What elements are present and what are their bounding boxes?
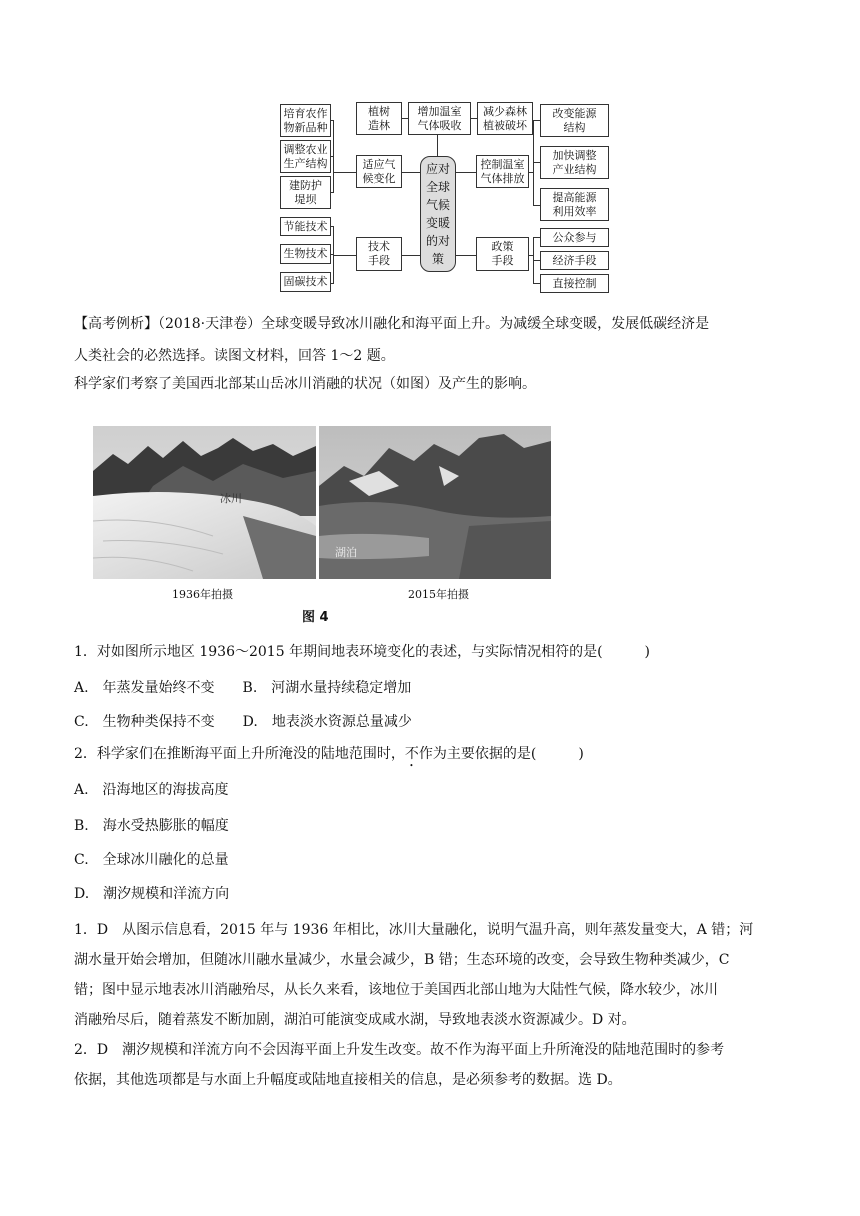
connector (402, 172, 420, 173)
box-planting: 植树 造林 (356, 102, 402, 135)
connector (533, 237, 540, 238)
box-policy-means: 政策 手段 (476, 237, 529, 271)
box-tech-means: 技术 手段 (356, 237, 402, 271)
box-control-emissions: 控制温室 气体排放 (476, 155, 529, 188)
caption-2015: 2015年拍摄 (408, 588, 469, 601)
box-reduce-forest-loss: 减少森林 植被破坏 (477, 102, 533, 135)
q1-options-row-2: C. 生物种类保持不变 D. 地表淡水资源总量减少 (74, 714, 412, 730)
glacier-photo-image (93, 426, 316, 579)
glacier-label: 冰川 (220, 492, 242, 505)
central-topic: 应对 全球 气候 变暖 的对 策 (420, 156, 456, 272)
box-public-participation: 公众参与 (540, 228, 609, 247)
box-bio-tech: 生物技术 (280, 244, 331, 264)
box-energy-tech: 节能技术 (280, 217, 331, 236)
connector (533, 120, 540, 121)
q2-stem-emphasis: 不 (404, 746, 419, 762)
connector (533, 283, 540, 284)
connector (437, 134, 438, 156)
q1-stem: 1．对如图所示地区 1936～2015 年期间地表环境变化的表述，与实际情况相符的是( ) (74, 644, 650, 660)
q2-stem-before: 2．科学家们在推断海平面上升所淹没的陆地范围时， (74, 746, 405, 762)
answer-2-line-2: 依据，其他选项都是与水面上升幅度或陆地直接相关的信息，是必须参考的数据。选 D。 (74, 1072, 622, 1088)
box-adjust-agriculture: 调整农业 生产结构 (280, 140, 331, 173)
connector (456, 255, 476, 256)
caption-1936: 1936年拍摄 (172, 588, 233, 601)
connector (533, 205, 540, 206)
q2-stem (74, 744, 584, 770)
intro-line-2: 人类社会的必然选择。读图文材料，回答 1～2 题。 (74, 348, 395, 364)
photo-2015 (319, 426, 551, 579)
box-energy-structure: 改变能源 结构 (540, 104, 609, 137)
box-new-varieties: 培育农作 物新品种 (280, 104, 331, 137)
answer-1-line-1: 1．D 从图示信息看，2015 年与 1936 年相比，冰川大量融化，说明气温升高，则年蒸发量变大，A 错；河 (74, 922, 754, 938)
box-energy-efficiency: 提高能源 利用效率 (540, 188, 609, 221)
connector (402, 255, 420, 256)
connector (333, 255, 356, 256)
intro-line-1: 【高考例析】（2018·天津卷）全球变暖导致冰川融化和海平面上升。为减缓全球变暖，发展低碳经济是 (74, 316, 710, 332)
box-industry-structure: 加快调整 产业结构 (540, 146, 609, 179)
connector (333, 172, 356, 173)
answer-1-line-3: 错；图中显示地表冰川消融殆尽，从长久来看，该地位于美国西北部山地为大陆性气候，降水较少，冰川 (74, 982, 718, 998)
box-adapt-climate: 适应气 候变化 (356, 155, 402, 188)
q2-option-a: A. 沿海地区的海拔高度 (74, 782, 229, 798)
box-economic-means: 经济手段 (540, 251, 609, 270)
q2-option-c: C. 全球冰川融化的总量 (74, 852, 229, 868)
connector (533, 162, 540, 163)
strategy-diagram (0, 0, 860, 300)
connector (529, 255, 534, 256)
answer-1-line-4: 消融殆尽后，随着蒸发不断加剧，湖泊可能演变成咸水湖，导致地表淡水资源减少。D 对。 (74, 1012, 636, 1028)
intro-line-3: 科学家们考察了美国西北部某山岳冰川消融的状况（如图）及产生的影响。 (74, 376, 536, 392)
q2-option-b: B. 海水受热膨胀的幅度 (74, 818, 229, 834)
connector (533, 260, 540, 261)
photo-1936 (93, 426, 316, 579)
box-increase-absorption: 增加温室 气体吸收 (408, 102, 471, 135)
box-dams: 建防护 堤坝 (280, 176, 331, 209)
box-carbon-tech: 固碳技术 (280, 272, 331, 292)
box-direct-control: 直接控制 (540, 274, 609, 293)
q1-options-row-1: A. 年蒸发量始终不变 B. 河湖水量持续稳定增加 (74, 680, 412, 696)
q2-stem-after: 作为主要依据的是( ) (418, 746, 584, 762)
connector (529, 172, 534, 173)
connector (456, 172, 476, 173)
answer-2-line-1: 2．D 潮汐规模和洋流方向不会因海平面上升发生改变。故不作为海平面上升所淹没的陆地范围时的参考 (74, 1042, 725, 1058)
answer-1-line-2: 湖水量开始会增加，但随冰川融水量减少，水量会减少，B 错；生态环境的改变，会导致生物种类减少，C (74, 952, 730, 968)
q2-option-d: D. 潮汐规模和洋流方向 (74, 886, 230, 902)
figure-label: 图 4 (302, 610, 329, 625)
lake-label: 湖泊 (335, 546, 357, 559)
